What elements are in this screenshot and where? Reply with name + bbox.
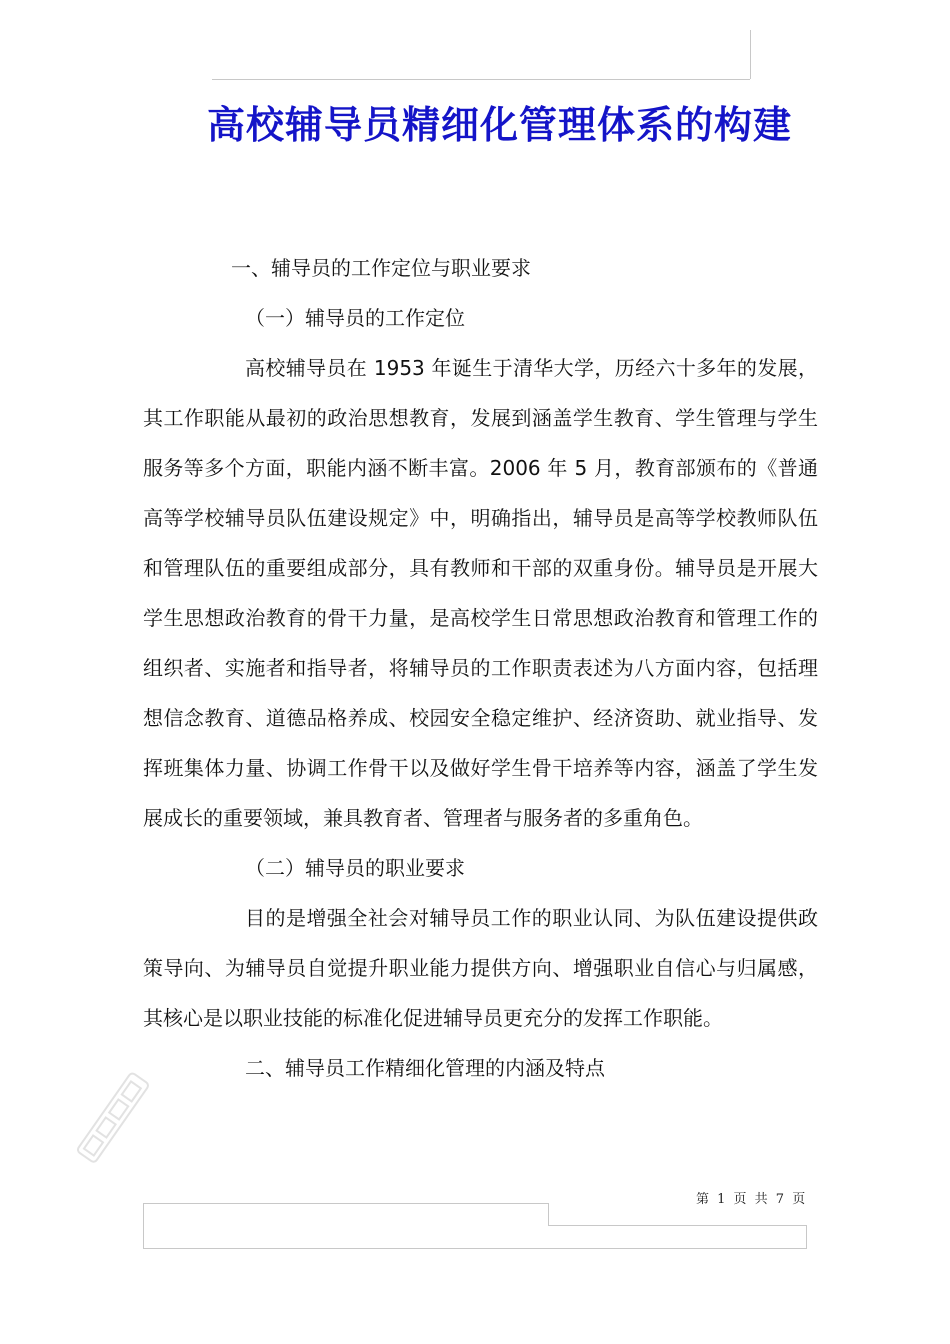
header-border-line: [212, 79, 750, 80]
section-heading-1: 一、辅导员的工作定位与职业要求: [231, 256, 531, 280]
footer-border-left: [143, 1203, 549, 1249]
watermark-stamp: [72, 1068, 154, 1167]
document-title: 高校辅导员精细化管理体系的构建: [207, 102, 793, 147]
page-number-label: 第 1 页 共 7 页: [696, 1192, 808, 1207]
footer-border-step: [548, 1203, 549, 1225]
section-heading-2: 二、辅导员工作精细化管理的内涵及特点: [245, 1056, 605, 1080]
footer-border-bottom: [143, 1248, 806, 1249]
footer-border-right: [548, 1225, 807, 1249]
body-paragraph-1: 高校辅导员在 1953 年诞生于清华大学，历经六十多年的发展，其工作职能从最初的政治思想教育，发展到涵盖学生教育、学生管理与学生服务等多个方面，职能内涵不断丰富。2006 年 5 月，教育部颁布的《普通高等学校辅导员队伍建设规定》中，明确指出，辅导员是高等学校教师队伍和管理队伍的重要组成部分，具有教师和干部的双重身份。辅导员是开展大学生思想政治教育的骨干力量，是高校学生日常思想政治教育和管理工作的组织者、实施者和指导者，将辅导员的工作职责表述为八方面内容，包括理想信念教育、道德品格养成、校园安全稳定维护、经济资助、就业指导、发挥班集体力量、协调工作骨干以及做好学生骨干培养等内容，涵盖了学生发展成长的重要领域，兼具教育者、管理者与服务者的多重角色。: [143, 356, 818, 830]
body-paragraph-2: 目的是增强全社会对辅导员工作的职业认同、为队伍建设提供政策导向、为辅导员自觉提升职业能力提供方向、增强职业自信心与归属感，其核心是以职业技能的标准化促进辅导员更充分的发挥工作职能。: [143, 906, 818, 1030]
subsection-heading-1: （一）辅导员的工作定位: [245, 306, 465, 330]
document-body: [143, 243, 818, 1093]
header-border-vertical: [750, 30, 751, 79]
subsection-heading-2: （二）辅导员的职业要求: [245, 856, 465, 880]
